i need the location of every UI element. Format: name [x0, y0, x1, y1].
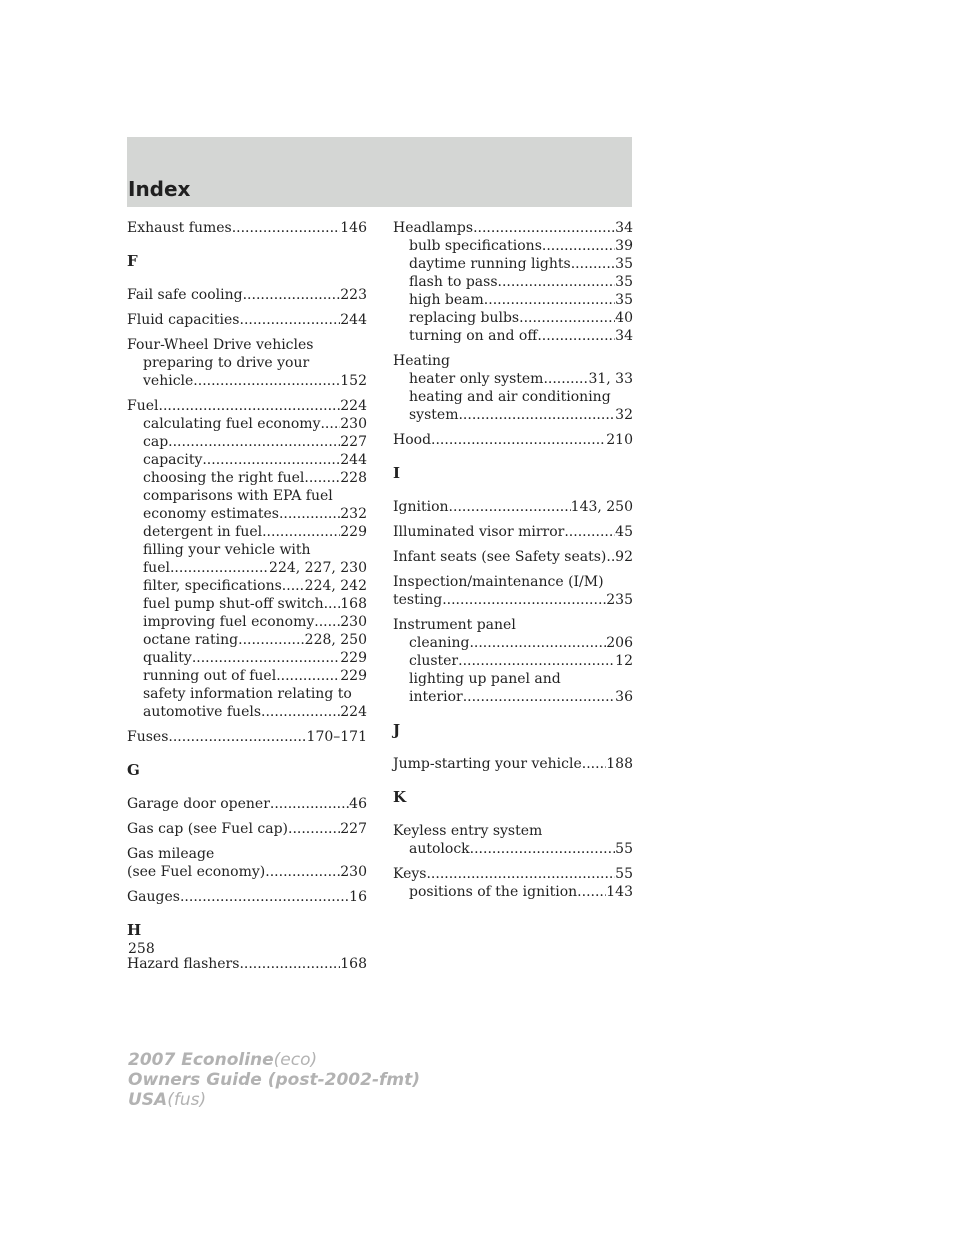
- section-title: Index: [128, 177, 191, 201]
- entry-text: (see Fuel economy): [127, 864, 266, 880]
- index-term: [393, 573, 633, 591]
- index-subentry: [393, 370, 633, 388]
- index-subentry: [393, 237, 633, 255]
- index-entry: [393, 573, 633, 609]
- index-entry: [127, 336, 367, 390]
- dot-leader: [270, 795, 349, 813]
- index-term: [127, 955, 367, 973]
- index-subentry: [393, 273, 633, 291]
- entry-text: filling your vehicle with: [143, 542, 311, 558]
- index-subentry: [393, 291, 633, 309]
- dot-leader: [458, 652, 615, 670]
- entry-text: interior: [409, 689, 463, 705]
- entry-text: Infant seats (see Safety seats): [393, 549, 607, 565]
- index-letter-heading: I: [393, 464, 401, 482]
- entry-text: safety information relating to: [143, 686, 352, 702]
- dot-leader: [484, 291, 615, 309]
- index-entry: [127, 888, 367, 906]
- index-entry: [127, 219, 367, 237]
- index-term: [127, 795, 367, 813]
- entry-text: Illuminated visor mirror: [393, 524, 565, 540]
- dot-leader: [170, 559, 269, 577]
- entry-text: cluster: [409, 653, 459, 669]
- index-term: [127, 728, 367, 746]
- dot-leader: [168, 433, 340, 451]
- dot-leader: [606, 548, 615, 566]
- index-subentry: [393, 840, 633, 858]
- dot-leader: [276, 667, 340, 685]
- index-entry: [393, 498, 633, 516]
- page-reference: 227: [340, 434, 367, 450]
- entry-text: Gas cap (see Fuel cap): [127, 821, 288, 837]
- dot-leader: [442, 591, 606, 609]
- dot-leader: [571, 255, 615, 273]
- dot-leader: [304, 469, 340, 487]
- footer-line-3: [128, 1090, 420, 1110]
- entry-text: running out of fuel: [143, 668, 277, 684]
- index-subentry: [393, 309, 633, 327]
- page-reference: 206: [606, 635, 633, 651]
- page-reference: 229: [340, 524, 367, 540]
- page-reference: 92: [615, 549, 633, 565]
- dot-leader: [265, 863, 340, 881]
- entry-text: high beam: [409, 292, 484, 308]
- dot-leader: [426, 865, 615, 883]
- entry-text: comparisons with EPA fuel: [143, 488, 333, 504]
- entry-text: Gauges: [127, 889, 180, 905]
- index-letter-heading: H: [127, 921, 142, 939]
- entry-text: Exhaust fumes: [127, 220, 232, 236]
- page-reference: 34: [615, 220, 633, 236]
- entry-text: Four-Wheel Drive vehicles: [127, 337, 314, 353]
- page-reference: 230: [340, 416, 367, 432]
- section-header-band: [127, 137, 632, 207]
- dot-leader: [261, 703, 340, 721]
- page-reference: 228, 250: [304, 632, 367, 648]
- entry-text: filter, specifications: [143, 578, 282, 594]
- index-subentry: [127, 451, 367, 469]
- page-reference: 230: [340, 614, 367, 630]
- page-reference: 244: [340, 312, 367, 328]
- index-term: [393, 822, 633, 840]
- footer-market-code: (fus): [167, 1090, 207, 1110]
- entry-text: Hood: [393, 432, 432, 448]
- entry-text: Heating: [393, 353, 450, 369]
- entry-text: lighting up panel and: [409, 671, 561, 687]
- index-term: [127, 311, 367, 329]
- dot-leader: [473, 219, 615, 237]
- footer-line-1: [128, 1050, 420, 1070]
- entry-text: heater only system: [409, 371, 544, 387]
- dot-leader: [243, 286, 341, 304]
- index-subentry: [127, 469, 367, 487]
- index-entry: [127, 728, 367, 746]
- index-entry: [127, 311, 367, 329]
- page-reference: 45: [615, 524, 633, 540]
- index-term: [393, 755, 633, 773]
- dot-leader: [159, 397, 341, 415]
- page-reference: 46: [349, 796, 367, 812]
- index-column-left: [127, 219, 367, 980]
- entry-text: Keys: [393, 866, 427, 882]
- dot-leader: [279, 505, 340, 523]
- entry-text: choosing the right fuel: [143, 470, 305, 486]
- index-term: [127, 219, 367, 237]
- index-subentry: [393, 327, 633, 345]
- entry-text: automotive fuels: [143, 704, 262, 720]
- dot-leader: [542, 237, 615, 255]
- dot-leader: [458, 406, 615, 424]
- entry-text: bulb specifications: [409, 238, 542, 254]
- dot-leader: [192, 649, 340, 667]
- index-subentry: [127, 354, 367, 372]
- index-subentry: [127, 577, 367, 595]
- page-reference: 227: [340, 821, 367, 837]
- index-term: [393, 431, 633, 449]
- dot-leader: [449, 498, 571, 516]
- dot-leader: [324, 595, 341, 613]
- index-subentry: [127, 703, 367, 721]
- index-subentry: [127, 559, 367, 577]
- index-entry: [393, 219, 633, 345]
- page-reference: 152: [340, 373, 367, 389]
- index-subentry: [393, 388, 633, 406]
- index-entry: [127, 955, 367, 973]
- entry-text: turning on and off: [409, 328, 538, 344]
- page-reference: 228: [340, 470, 367, 486]
- index-entry: [127, 795, 367, 813]
- entry-text: Hazard flashers: [127, 956, 240, 972]
- index-subentry: [127, 613, 367, 631]
- dot-leader: [564, 523, 615, 541]
- index-entry: [393, 865, 633, 901]
- index-entry: [393, 616, 633, 706]
- page-reference: 232: [340, 506, 367, 522]
- entry-text: Gas mileage: [127, 846, 215, 862]
- page-reference: 244: [340, 452, 367, 468]
- dot-leader: [519, 309, 615, 327]
- index-subentry: [127, 415, 367, 433]
- dot-leader: [498, 273, 616, 291]
- page-reference: 223: [340, 287, 367, 303]
- footer-model-code: (eco): [273, 1050, 318, 1070]
- dot-leader: [262, 523, 340, 541]
- page-reference: 36: [615, 689, 633, 705]
- index-column-right: [393, 219, 633, 908]
- footer-model: 2007 Econoline: [128, 1050, 274, 1070]
- page-reference: 39: [615, 238, 633, 254]
- entry-text: positions of the ignition: [409, 884, 578, 900]
- page-reference: 229: [340, 650, 367, 666]
- index-term: [127, 336, 367, 354]
- index-letter-heading: F: [127, 252, 138, 270]
- dot-leader: [193, 372, 340, 390]
- page-reference: 170–171: [306, 729, 367, 745]
- index-term: [393, 498, 633, 516]
- dot-leader: [320, 415, 340, 433]
- index-entry: [393, 822, 633, 858]
- entry-text: system: [409, 407, 459, 423]
- index-term: [127, 286, 367, 304]
- page-reference: 16: [349, 889, 367, 905]
- index-subentry: [127, 595, 367, 613]
- index-term: [393, 591, 633, 609]
- dot-leader: [577, 883, 606, 901]
- index-letter-heading: K: [393, 788, 407, 806]
- index-term: [127, 820, 367, 838]
- dot-leader: [470, 840, 616, 858]
- page-reference: 40: [615, 310, 633, 326]
- index-entry: [393, 548, 633, 566]
- entry-text: heating and air conditioning: [409, 389, 611, 405]
- entry-text: replacing bulbs: [409, 310, 520, 326]
- index-subentry: [127, 433, 367, 451]
- page-reference: 188: [606, 756, 633, 772]
- index-subentry: [127, 541, 367, 559]
- dot-leader: [469, 634, 606, 652]
- index-subentry: [127, 487, 367, 505]
- index-term: [127, 397, 367, 415]
- dot-leader: [288, 820, 340, 838]
- dot-leader: [168, 728, 306, 746]
- index-term: [127, 888, 367, 906]
- entry-text: economy estimates: [143, 506, 279, 522]
- page-reference: 35: [615, 292, 633, 308]
- index-term: [393, 219, 633, 237]
- dot-leader: [240, 311, 341, 329]
- entry-text: Fluid capacities: [127, 312, 240, 328]
- index-entry: [393, 755, 633, 773]
- index-letter-heading: J: [393, 721, 401, 739]
- index-subentry: [393, 406, 633, 424]
- page-reference: 230: [340, 864, 367, 880]
- footer-guide: Owners Guide (post-2002-fmt): [128, 1070, 421, 1090]
- index-entry: [127, 397, 367, 721]
- index-subentry: [127, 685, 367, 703]
- dot-leader: [239, 955, 340, 973]
- entry-text: detergent in fuel: [143, 524, 263, 540]
- entry-text: fuel: [143, 560, 170, 576]
- dot-leader: [537, 327, 615, 345]
- index-subentry: [127, 649, 367, 667]
- entry-text: autolock: [409, 841, 470, 857]
- page-reference: 55: [615, 841, 633, 857]
- dot-leader: [202, 451, 340, 469]
- dot-leader: [582, 755, 606, 773]
- entry-text: Fail safe cooling: [127, 287, 243, 303]
- entry-text: Instrument panel: [393, 617, 516, 633]
- entry-text: Headlamps: [393, 220, 474, 236]
- page-reference: 224, 242: [304, 578, 367, 594]
- entry-text: Inspection/maintenance (I/M): [393, 574, 604, 590]
- index-subentry: [127, 523, 367, 541]
- entry-text: Keyless entry system: [393, 823, 543, 839]
- entry-text: daytime running lights: [409, 256, 571, 272]
- footer-market: USA: [128, 1090, 168, 1110]
- index-entry: [393, 431, 633, 449]
- entry-text: capacity: [143, 452, 203, 468]
- index-subentry: [393, 652, 633, 670]
- page-reference: 143: [606, 884, 633, 900]
- dot-leader: [180, 888, 349, 906]
- index-entry: [393, 352, 633, 424]
- page-reference: 34: [615, 328, 633, 344]
- page-reference: 168: [340, 956, 367, 972]
- page-reference: 55: [615, 866, 633, 882]
- index-subentry: [393, 670, 633, 688]
- index-term: [393, 548, 633, 566]
- page-reference: 146: [340, 220, 367, 236]
- dot-leader: [232, 219, 341, 237]
- page-reference: 229: [340, 668, 367, 684]
- index-subentry: [393, 255, 633, 273]
- index-term: [393, 352, 633, 370]
- entry-text: Fuses: [127, 729, 169, 745]
- dot-leader: [463, 688, 615, 706]
- page-number: 258: [128, 941, 155, 957]
- page-reference: 224: [340, 704, 367, 720]
- page-reference: 224, 227, 230: [269, 560, 367, 576]
- entry-text: Garage door opener: [127, 796, 270, 812]
- index-subentry: [127, 667, 367, 685]
- entry-text: Fuel: [127, 398, 159, 414]
- entry-text: octane rating: [143, 632, 239, 648]
- index-entry: [127, 845, 367, 881]
- dot-leader: [238, 631, 305, 649]
- entry-text: calculating fuel economy: [143, 416, 321, 432]
- index-subentry: [393, 883, 633, 901]
- document-footer: [128, 1050, 420, 1110]
- entry-text: quality: [143, 650, 192, 666]
- index-entry: [393, 523, 633, 541]
- dot-leader: [431, 431, 606, 449]
- index-subentry: [127, 505, 367, 523]
- page-reference: 35: [615, 256, 633, 272]
- index-term: [393, 616, 633, 634]
- page-reference: 168: [340, 596, 367, 612]
- footer-line-2: [128, 1070, 420, 1090]
- entry-text: testing: [393, 592, 443, 608]
- index-term: [127, 863, 367, 881]
- entry-text: Ignition: [393, 499, 449, 515]
- page-reference: 235: [606, 592, 633, 608]
- index-letter-heading: G: [127, 761, 140, 779]
- page-reference: 143, 250: [570, 499, 633, 515]
- index-subentry: [127, 631, 367, 649]
- page-reference: 224: [340, 398, 367, 414]
- page-reference: 31, 33: [588, 371, 633, 387]
- index-subentry: [127, 372, 367, 390]
- page-reference: 32: [615, 407, 633, 423]
- entry-text: fuel pump shut-off switch: [143, 596, 324, 612]
- dot-leader: [543, 370, 588, 388]
- page-reference: 12: [615, 653, 633, 669]
- index-subentry: [393, 688, 633, 706]
- dot-leader: [314, 613, 340, 631]
- dot-leader: [282, 577, 305, 595]
- page-reference: 210: [606, 432, 633, 448]
- entry-text: cleaning: [409, 635, 470, 651]
- index-term: [127, 845, 367, 863]
- entry-text: vehicle: [143, 373, 194, 389]
- index-term: [393, 865, 633, 883]
- index-subentry: [393, 634, 633, 652]
- index-term: [393, 523, 633, 541]
- entry-text: improving fuel economy: [143, 614, 315, 630]
- entry-text: flash to pass: [409, 274, 498, 290]
- index-entry: [127, 820, 367, 838]
- entry-text: Jump-starting your vehicle: [393, 756, 582, 772]
- entry-text: cap: [143, 434, 169, 450]
- index-entry: [127, 286, 367, 304]
- entry-text: preparing to drive your: [143, 355, 310, 371]
- page-reference: 35: [615, 274, 633, 290]
